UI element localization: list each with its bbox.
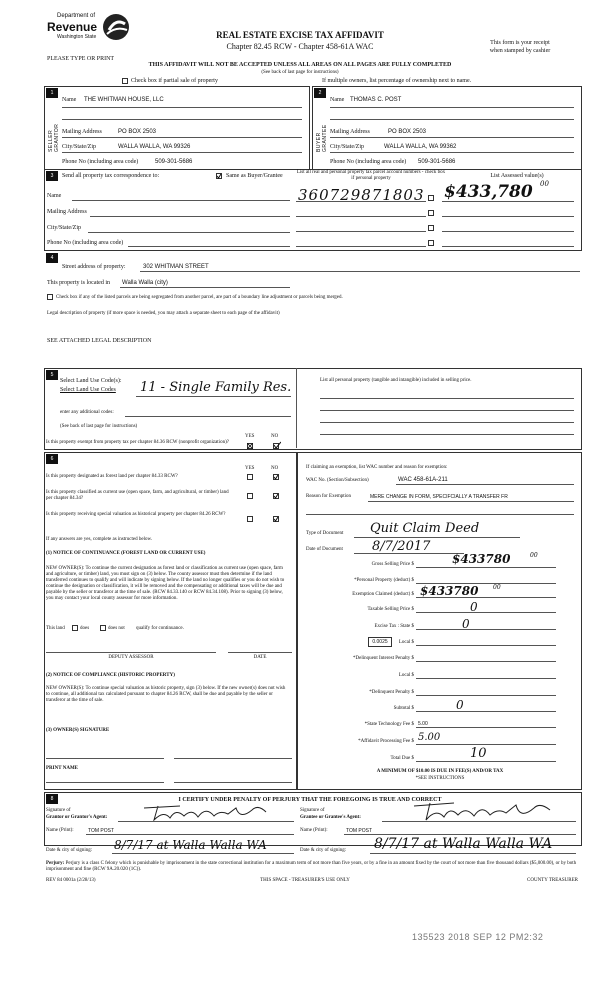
if-yes-text: If any answers are yes, complete as instructed below. [46, 537, 153, 542]
wac-label: WAC No. (Section/Subsection) [306, 478, 369, 483]
grantee-sig-label-1: Signature of [300, 808, 325, 813]
seller-city-value[interactable]: WALLA WALLA, WA 99326 [118, 144, 191, 150]
dept-line2: Revenue [47, 20, 98, 34]
parcel-1-personal-checkbox[interactable] [428, 195, 434, 201]
dor-logo [47, 10, 132, 52]
treasurer-space-label: THIS SPACE - TREASURER'S USE ONLY [260, 878, 350, 883]
corr-name-label: Name [47, 193, 62, 199]
located-value[interactable]: Walla Walla (city) [122, 280, 168, 286]
buyer-mail-label: Mailing Address [330, 129, 370, 135]
buyer-phone-label: Phone No (including area code) [330, 159, 407, 165]
personal-property-deduct-label: *Personal Property (deduct) $ [354, 578, 414, 583]
legal-value[interactable]: SEE ATTACHED LEGAL DESCRIPTION [47, 338, 152, 344]
interest-penalty-label: *Delinquent Interest Penalty $ [353, 656, 414, 661]
dept-line1: Department of [57, 13, 96, 19]
wac-value[interactable]: WAC 458-61A-211 [398, 477, 448, 483]
checkmark-icon [273, 474, 279, 480]
land-does-not-checkbox[interactable] [100, 625, 106, 631]
checkmark-icon [273, 441, 281, 449]
exempt-yes-checkbox[interactable] [247, 443, 253, 449]
parcel-4-personal-checkbox[interactable] [428, 240, 434, 246]
taxable-handwritten[interactable]: 0 [470, 600, 478, 614]
buyer-name-value[interactable]: THOMAS C. POST [350, 97, 402, 103]
grantee-date-label: Date & city of signing: [300, 848, 347, 853]
tech-fee-value[interactable]: 5.00 [418, 721, 428, 727]
correspondence-label: Send all property tax correspondence to: [62, 173, 160, 179]
section-6-number: 6 [46, 454, 58, 464]
total-due-label: Total Due $ [390, 756, 414, 761]
deputy-date-label: DATE [253, 655, 267, 660]
current-use-no-checkbox[interactable] [273, 493, 279, 499]
state-tax-handwritten[interactable]: 0 [462, 617, 470, 631]
exemption-cents-handwritten: 00 [493, 584, 501, 591]
seller-name-value[interactable]: THE WHITMAN HOUSE, LLC [84, 97, 164, 103]
land-does-not-label: does not [108, 626, 125, 631]
exemption-deduct-label: Exemption Claimed (deduct) $ [352, 592, 414, 597]
land-use-select-codes[interactable]: Select Land Use Codes [60, 387, 116, 393]
partial-sale-checkbox[interactable] [122, 78, 128, 84]
buyer-side-label: BUYER GRANTEE [316, 124, 328, 152]
receipt-note-2: when stamped by cashier [489, 48, 551, 54]
buyer-city-label: City/State/Zip [330, 144, 364, 150]
historic-no-checkbox[interactable] [273, 516, 279, 522]
buyer-name-label: Name [330, 97, 345, 103]
reason-label: Reason for Exemption [306, 494, 351, 499]
grantee-name-value[interactable]: TOM POST [346, 828, 373, 834]
doc-date-handwritten[interactable]: 8/7/2017 [372, 539, 431, 554]
street-value[interactable]: 302 WHITMAN STREET [143, 264, 209, 270]
subtotal-handwritten[interactable]: 0 [456, 698, 464, 712]
grantor-date-label: Date & city of signing: [46, 848, 93, 853]
grantee-name-label: Name (Print): [300, 828, 328, 833]
forest-question: Is this property designated as forest land per chapter 84.33 RCW? [46, 474, 178, 479]
claim-exemption-label: If claiming an exemption, list WAC number and reason for exemption: [306, 465, 448, 470]
parcel-3-personal-checkbox[interactable] [428, 225, 434, 231]
gross-label: Gross Selling Price $ [371, 562, 414, 567]
rev-number: REV 84 0001a (2/28/13) [46, 878, 96, 883]
buyer-city-value[interactable]: WALLA WALLA, WA 99362 [384, 144, 457, 150]
crossed-checkbox-icon [247, 443, 253, 449]
checkmark-icon [273, 493, 279, 499]
qualify-label: qualify for continuance. [136, 626, 184, 631]
receipt-note-1: This form is your receipt [490, 40, 550, 46]
land-does-checkbox[interactable] [72, 625, 78, 631]
section-8-number: 8 [46, 794, 58, 804]
historic-yes-checkbox[interactable] [247, 516, 253, 522]
seller-phone-label: Phone No (including area code) [62, 159, 139, 165]
s6-yes-header: YES [245, 466, 255, 471]
parcel-number-handwritten[interactable]: 360729871803 [298, 186, 425, 204]
located-label: This property is located in [47, 280, 110, 286]
reason-value[interactable]: MERE CHANGE IN FORM, SPECIFCIALLY A TRANSFER FR [370, 494, 508, 500]
see-back-text: (See back of last page for instructions) [261, 70, 339, 75]
assessed-value-handwritten[interactable]: $433,780 [444, 182, 533, 202]
delinquent-penalty-label: *Delinquent Penalty $ [369, 690, 414, 695]
forest-no-checkbox[interactable] [273, 474, 279, 480]
this-land-label: This land [46, 626, 65, 631]
corr-mail-label: Mailing Address [47, 209, 87, 215]
land-does-label: does [80, 626, 90, 631]
buyer-mail-value[interactable]: PO BOX 2503 [388, 129, 427, 135]
perjury-notice [46, 861, 580, 873]
please-type: PLEASE TYPE OR PRINT [47, 56, 115, 62]
subtotal-label: Subtotal $ [393, 706, 414, 711]
local2-label: Local $ [398, 673, 414, 678]
received-stamp: 135523 2018 SEP 12 PM2:32 [412, 932, 544, 942]
local-rate-box: 0.0025 [368, 637, 392, 647]
checkmark-icon [273, 516, 279, 522]
grantor-name-value[interactable]: TOM POST [88, 828, 115, 834]
land-use-see-back: (See back of last page for instructions) [60, 424, 138, 429]
state-tax-label: Excise Tax : State $ [374, 624, 414, 629]
assessed-header: List Assessed value(s) [490, 173, 544, 179]
tech-fee-label: *State Technology Fee $ [364, 722, 414, 727]
grantor-sig-label-2: Grantor or Grantor's Agent: [46, 815, 108, 820]
grantor-name-label: Name (Print): [46, 828, 74, 833]
current-use-yes-checkbox[interactable] [247, 493, 253, 499]
land-use-select-label: Select Land Use Code(s): [60, 378, 122, 384]
s6-no-header: NO [271, 466, 279, 471]
grantor-sig-label-1: Signature of [46, 808, 71, 813]
affidavit-fee-label: *Affidavit Processing Fee $ [358, 739, 414, 744]
warning-text: THIS AFFIDAVIT WILL NOT BE ACCEPTED UNLESS ALL AREAS ON ALL PAGES ARE FULLY COMPLETED [148, 62, 452, 68]
doc-type-label: Type of Document [306, 531, 344, 536]
seller-side-label: SELLER GRANTOR [48, 123, 60, 152]
notice-continuance-text: NEW OWNER(S): To continue the current designation as forest land or classification as current use (open space, farm and agriculture, or timber) land, you must sign on (3) below. The county assessor must then determine if the land transferred continues to qualify and will indicate by signing below. If the land no longer qualifies or you do not wish to continue the designation or classification, it will be removed and the compensating or additional taxes will be due and payable by the seller or transferor at the time of sale. (RCW 84.33.140 or RCW 84.34.108). Prior to signing (3) below, you may contact your local county assessor for more information. [46, 566, 285, 601]
form-subtitle: Chapter 82.45 RCW - Chapter 458-61A WAC [226, 42, 374, 51]
gross-handwritten[interactable]: $433780 [452, 552, 511, 566]
partial-sale-label: Check box if partial sale of property [131, 78, 218, 84]
grantee-date-handwritten[interactable]: 8/7/17 at Walla Walla WA [374, 836, 553, 852]
section-6-left [44, 452, 298, 790]
parcel-header: List all real and personal property tax parcel account numbers - check box if personal property [296, 170, 446, 181]
seller-name-label: Name [62, 97, 77, 103]
perjury-text: Perjury is a class C felony which is punishable by imprisonment in the state correctional institution for a maximum term of not more than five years, or by a fine in an amount fixed by the court of not more than five thousand dollars ($5,000.00), or by both imprisonment and fine (RCW 9A.20.020 (1C)). [46, 861, 577, 872]
corr-city-label: City/State/Zip [47, 225, 81, 231]
forest-yes-checkbox[interactable] [247, 474, 253, 480]
parcel-2-personal-checkbox[interactable] [428, 210, 434, 216]
exemption-handwritten[interactable]: $433780 [420, 584, 479, 598]
same-as-buyer-label: Same as Buyer/Grantee [226, 173, 283, 179]
checkmark-icon [216, 173, 222, 179]
notice-compliance-title: (2) NOTICE OF COMPLIANCE (HISTORIC PROPERTY) [46, 673, 175, 678]
section-2-number: 2 [314, 88, 326, 98]
county-treasurer-label: COUNTY TREASURER [527, 878, 578, 883]
perjury-label: Perjury: [46, 861, 65, 866]
print-name-title: PRINT NAME [46, 766, 78, 771]
total-due-handwritten[interactable]: 10 [470, 746, 487, 761]
same-as-buyer-checkbox[interactable] [216, 173, 222, 179]
street-label: Street address of property: [62, 264, 126, 270]
segregated-checkbox[interactable] [47, 294, 53, 300]
section-4-number: 4 [46, 253, 58, 263]
gross-cents-handwritten: 00 [530, 552, 538, 559]
exempt-no-checkbox[interactable] [273, 443, 279, 449]
current-use-question: Is this property classified as current use (open space, farm, and agricultural, or timber) land per chapter 84.34? [46, 490, 229, 501]
seller-city-label: City/State/Zip [62, 144, 96, 150]
additional-codes-label: enter any additional codes: [60, 410, 114, 415]
buyer-phone-value[interactable]: 509-301-5686 [418, 159, 456, 165]
seller-phone-value[interactable]: 509-301-5686 [155, 159, 193, 165]
legal-label: Legal description of property (if more space is needed, you may attach a separate sheet to each page of the affidavit) [47, 311, 280, 316]
personal-property-label: List all personal property (tangible and intangible) included in selling price. [320, 378, 472, 383]
seller-mail-label: Mailing Address [62, 129, 102, 135]
doc-date-label: Date of Document [306, 547, 343, 552]
assessed-cents-handwritten: 00 [540, 180, 549, 188]
exempt-yes-header: YES [245, 434, 255, 439]
exempt-question: Is this property exempt from property tax per chapter 84.36 RCW (nonprofit organization)? [46, 440, 229, 445]
section-5-number: 5 [46, 370, 58, 380]
local-tax-label: Local $ [398, 640, 414, 645]
section-3-number: 3 [46, 171, 58, 181]
exempt-no-header: NO [271, 434, 279, 439]
see-instructions-text: *SEE INSTRUCTIONS [415, 776, 465, 781]
segregated-label: Check box if any of the listed parcels are being segregated from another parcel, are part of a boundary line adjustment or parcels being merged. [56, 295, 343, 300]
form-title: REAL ESTATE EXCISE TAX AFFIDAVIT [216, 30, 384, 40]
notice-continuance-title: (1) NOTICE OF CONTINUANCE (FOREST LAND OR CURRENT USE) [46, 551, 206, 556]
taxable-label: Taxable Selling Price $ [367, 607, 414, 612]
grantor-date-handwritten[interactable]: 8/7/17 at Walla Walla WA [114, 838, 267, 852]
section-1-number: 1 [46, 88, 58, 98]
dept-line3: Washington State [57, 34, 97, 40]
deputy-assessor-label: DEPUTY ASSESSOR [108, 655, 154, 660]
doc-type-handwritten[interactable]: Quit Claim Deed [370, 521, 480, 536]
owner-signature-title: (3) OWNER(S) SIGNATURE [46, 728, 110, 733]
affidavit-fee-handwritten[interactable]: 5.00 [418, 732, 441, 743]
minimum-due-text: A MINIMUM OF $10.00 IS DUE IN FEE(S) AND/OR TAX [376, 769, 504, 774]
corr-phone-label: Phone No (including area code) [47, 240, 124, 246]
multiple-owners-label: If multiple owners, list percentage of ownership next to name. [322, 78, 472, 84]
certify-statement: I CERTIFY UNDER PENALTY OF PERJURY THAT THE FOREGOING IS TRUE AND CORRECT [178, 797, 442, 803]
land-use-code-handwritten[interactable]: 11 - Single Family Res. [140, 380, 292, 395]
notice-compliance-text: NEW OWNER(S): To continue special valuation as historic property, sign (3) below. If the new owner(s) does not wish to continue, all additional tax calculated pursuant to chapter 84.26 RCW, shall be due and payable by the seller or transferor at the time of sale. [46, 686, 286, 703]
seller-mail-value[interactable]: PO BOX 2503 [118, 129, 157, 135]
dor-logo-icon [101, 12, 131, 42]
historic-question: Is this property receiving special valuation as historical property per chapter 84.26 RCW? [46, 512, 226, 517]
grantee-sig-label-2: Grantee or Grantee's Agent: [300, 815, 361, 820]
